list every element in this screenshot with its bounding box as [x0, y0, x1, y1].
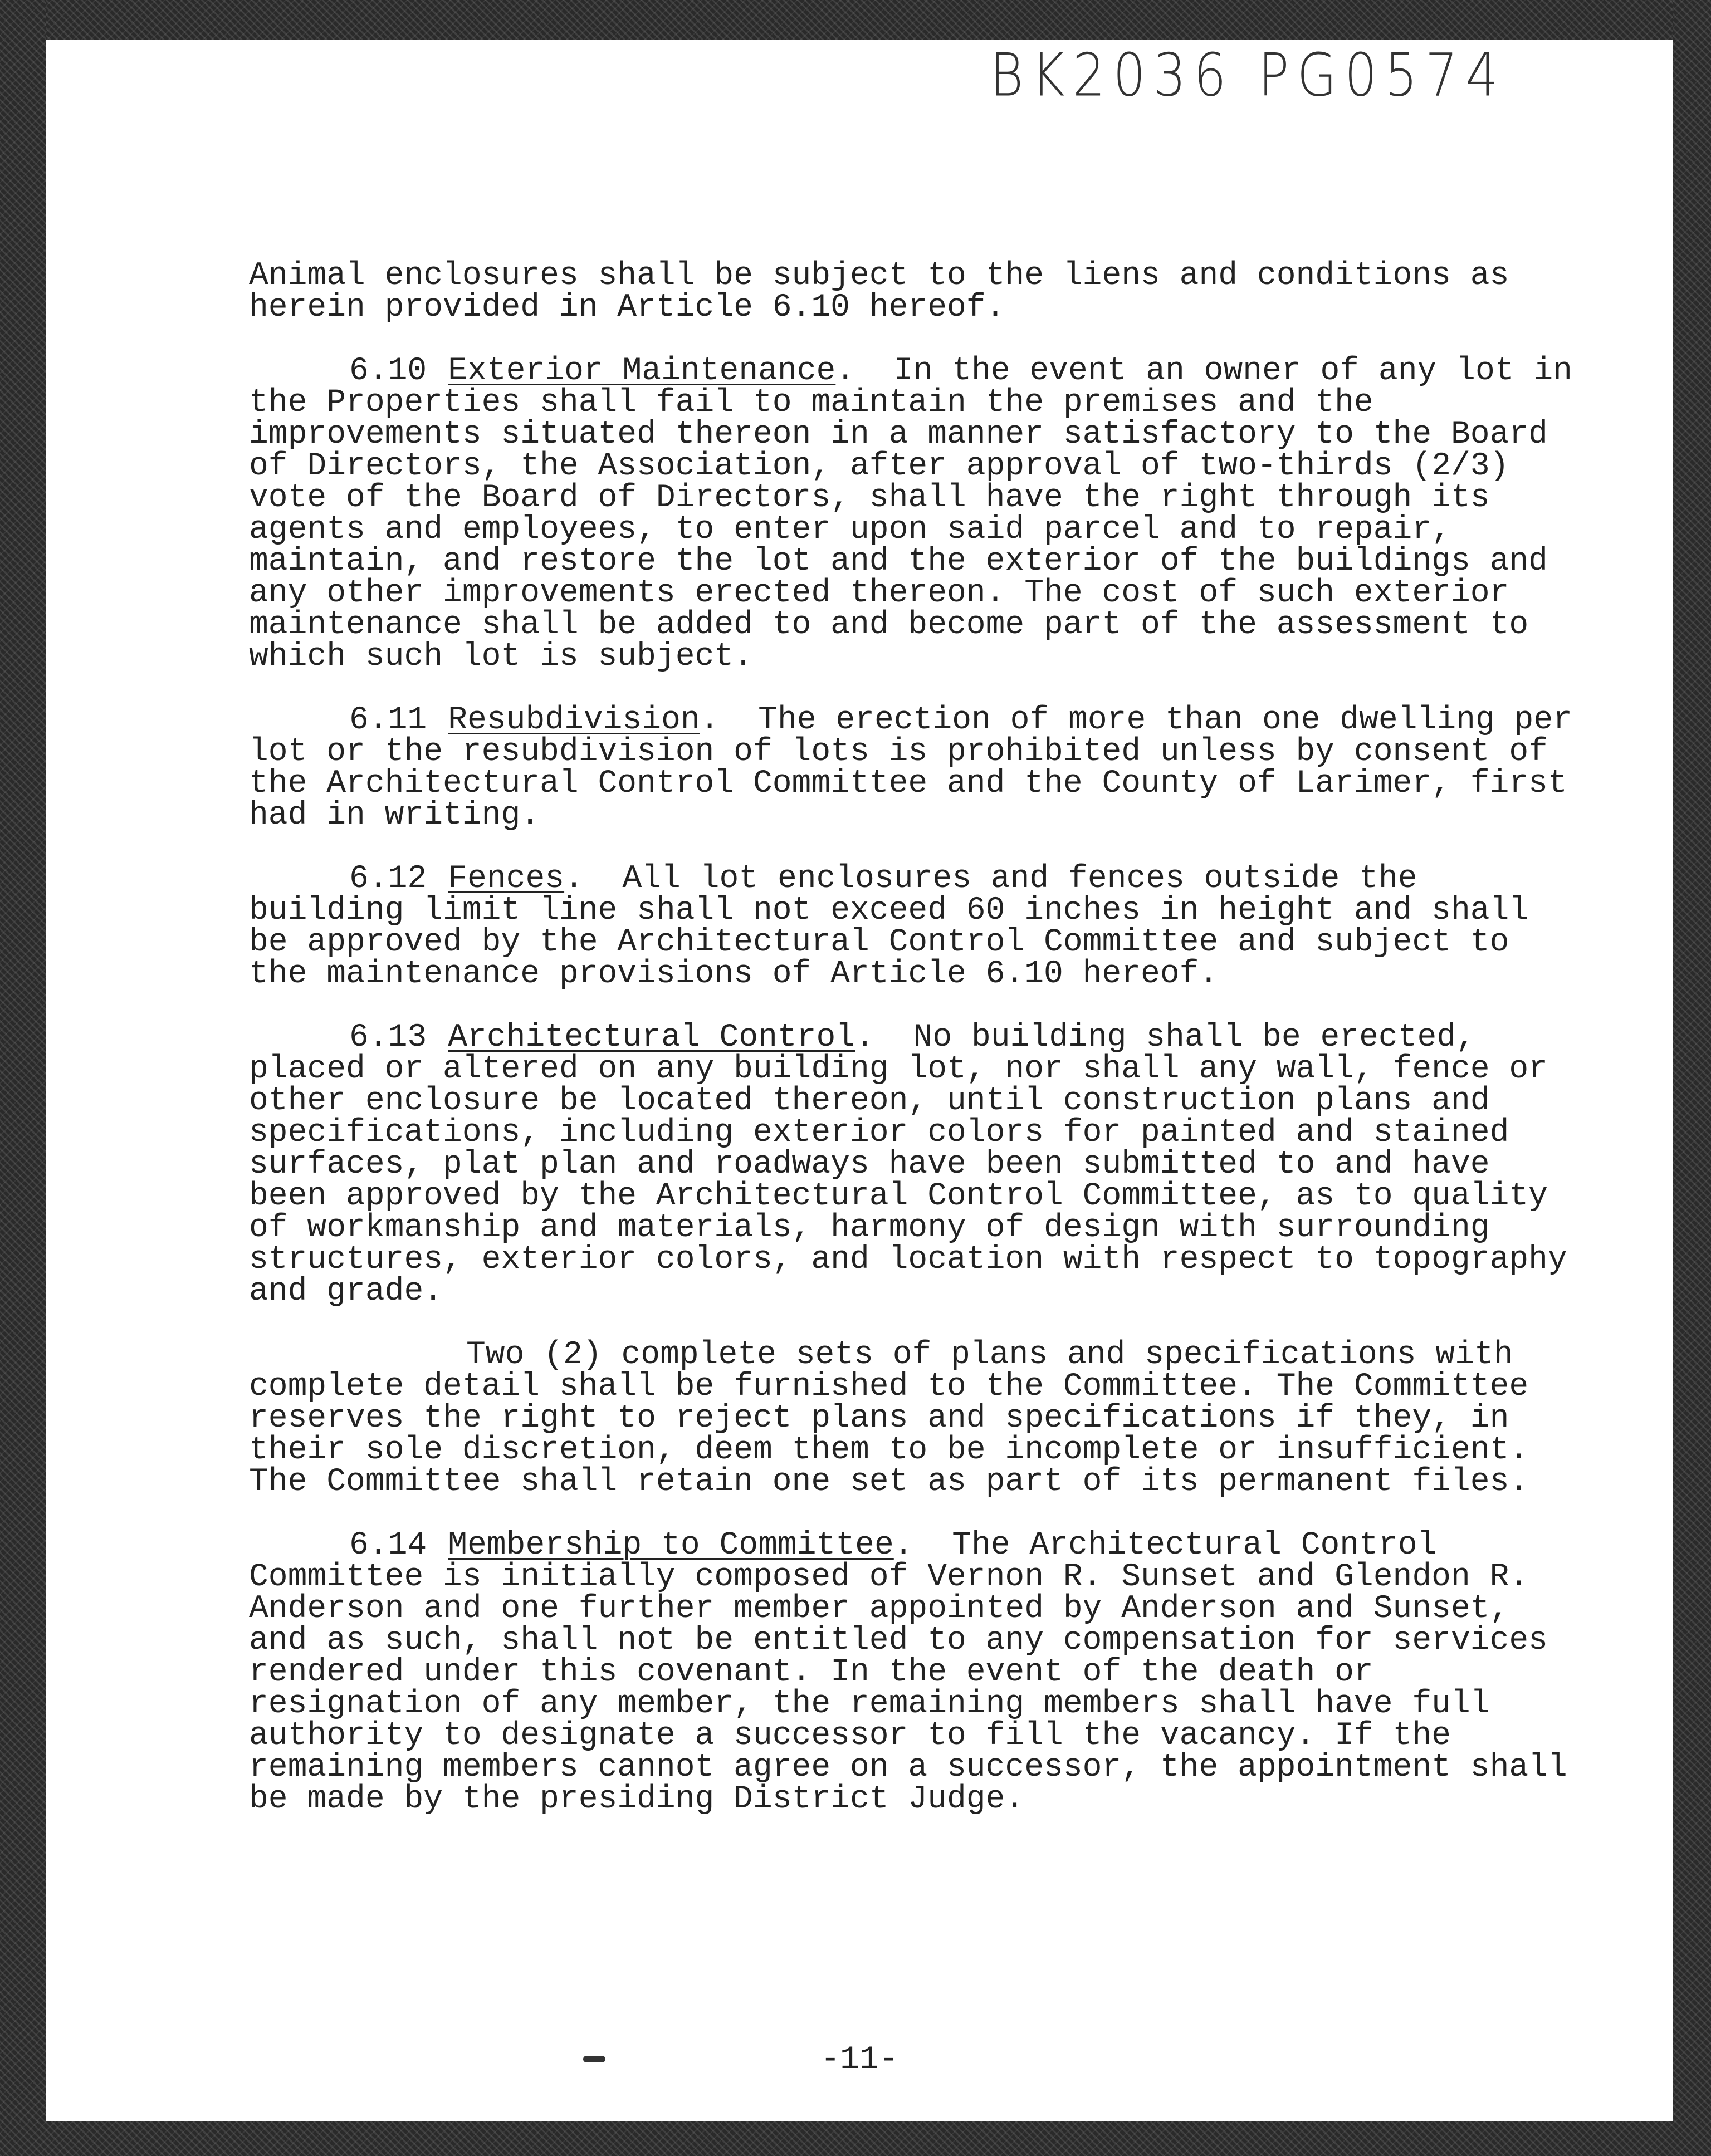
- section-6-12: 6.12 Fences. All lot enclosures and fences outside the building limit line shall not exceed 60 inches in height and shall be approved by the Architectural Control Committee and subject to the maintenance provisions of Article 6.10 hereof.: [249, 861, 1548, 992]
- section-text: All lot enclosures and fences outside the building limit line shall not exceed 60 inches in height and shall be approved by the Architectural Control Committee and subject to the maintenance provisions of Article 6.10 hereof.: [249, 861, 1548, 992]
- section-6-11: 6.11 Resubdivision. The erection of more than one dwelling per lot or the resubdivision of lots is prohibited unless by consent of the Architectural Control Committee and the County of Larimer, first had in writing.: [249, 702, 1592, 834]
- section-number: 6.10: [349, 353, 427, 389]
- section-6-13: 6.13 Architectural Control. No building shall be erected, placed or altered on any building lot, nor shall any wall, fence or other enclosure be located thereon, until construction plans and specifications, including exterior colors for painted and stained surfaces, plat plan and roadways have been submitted to and have been approved by the Architectural Control Committee, as to quality of workmanship and materials, harmony of design with surrounding structures, exterior colors, and location with respect to topography and grade.: [249, 1020, 1587, 1310]
- section-title: Exterior Maintenance: [448, 353, 836, 389]
- scan-border-bottom: [0, 2121, 1711, 2156]
- paragraph-animal-enclosures: Animal enclosures shall be subject to the liens and conditions as herein provided in Article 6.10 hereof.: [249, 258, 1529, 326]
- document-body: [249, 258, 1592, 1847]
- section-title: Architectural Control: [448, 1020, 856, 1056]
- section-title: Resubdivision: [448, 702, 700, 738]
- section-number: 6.13: [349, 1020, 427, 1056]
- section-number: 6.14: [349, 1527, 427, 1564]
- scan-border-left: [0, 0, 46, 2156]
- page-number: -11-: [820, 2042, 898, 2078]
- section-number: 6.12: [349, 861, 427, 897]
- book-page-stamp: BK2036 PG0574: [990, 41, 1506, 110]
- section-title: Fences: [448, 861, 565, 897]
- section-text: The erection of more than one dwelling per lot or the resubdivision of lots is prohibited unless by consent of the Architectural Control Committee and the County of Larimer, first had in writing.: [249, 702, 1592, 834]
- document-page: [46, 40, 1673, 2121]
- paragraph-plans-submission: [249, 1339, 1586, 1498]
- scan-border-top: [0, 0, 1711, 40]
- section-6-14: 6.14 Membership to Committee. The Architectural Control Committee is initially composed of Vernon R. Sunset and Glendon R. Anderson and one further member appointed by Anderson and Sunset, and as such, shall not be entitled to any compensation for services rendered under this covenant. In the event of the death or resignation of any member, the remaining members shall have full authority to designate a successor to fill the vacancy. If the remaining members cannot agree on a successor, the appointment shall be made by the presiding District Judge.: [249, 1527, 1587, 1817]
- section-title: Membership to Committee: [448, 1527, 894, 1564]
- section-6-10: 6.10 Exterior Maintenance. In the event an owner of any lot in the Properties shall fail to maintain the premises and the improvements situated thereon in a manner satisfactory to the Board of Directors, the Association, after approval of two-thirds (2/3) vote of the Board of Directors, shall have the right through its agents and employees, to enter upon said parcel and to repair, maintain, and restore the lot and the exterior of the buildings and any other improvements erected thereon. The cost of such exterior maintenance shall be added to and become part of the assessment to which such lot is subject.: [249, 353, 1592, 675]
- section-text: No building shall be erected, placed or altered on any building lot, nor shall any wall, fence or other enclosure be located thereon, until construction plans and specifications, including exterior colors for painted and stained surfaces, plat plan and roadways have been submitted to and have been approved by the Architectural Control Committee, as to quality of workmanship and materials, harmony of design with surrounding structures, exterior colors, and location with respect to topography and grade.: [249, 1020, 1587, 1310]
- section-number: 6.11: [349, 702, 427, 738]
- section-text: In the event an owner of any lot in the Properties shall fail to maintain the premises and the improvements situated thereon in a manner satisfactory to the Board of Directors, the Association, after approval of two-thirds (2/3) vote of the Board of Directors, shall have the right through its agents and employees, to enter upon said parcel and to repair, maintain, and restore the lot and the exterior of the buildings and any other improvements erected thereon. The cost of such exterior maintenance shall be added to and become part of the assessment to which such lot is subject.: [249, 353, 1592, 675]
- section-text: The Architectural Control Committee is initially composed of Vernon R. Sunset and Glendon R. Anderson and one further member appointed by Anderson and Sunset, and as such, shall not be entitled to any compensation for services rendered under this covenant. In the event of the death or resignation of any member, the remaining members shall have full authority to designate a successor to fill the vacancy. If the remaining members cannot agree on a successor, the appointment shall be made by the presiding District Judge.: [249, 1527, 1587, 1817]
- paragraph-text: Two (2) complete sets of plans and specifications with complete detail shall be furnished to the Committee. The Committee reserves the right to reject plans and specifications if they, in their sole discretion, deem them to be incomplete or insufficient. The Committee shall retain one set as part of its permanent files.: [249, 1337, 1548, 1500]
- scan-border-right: [1673, 0, 1711, 2156]
